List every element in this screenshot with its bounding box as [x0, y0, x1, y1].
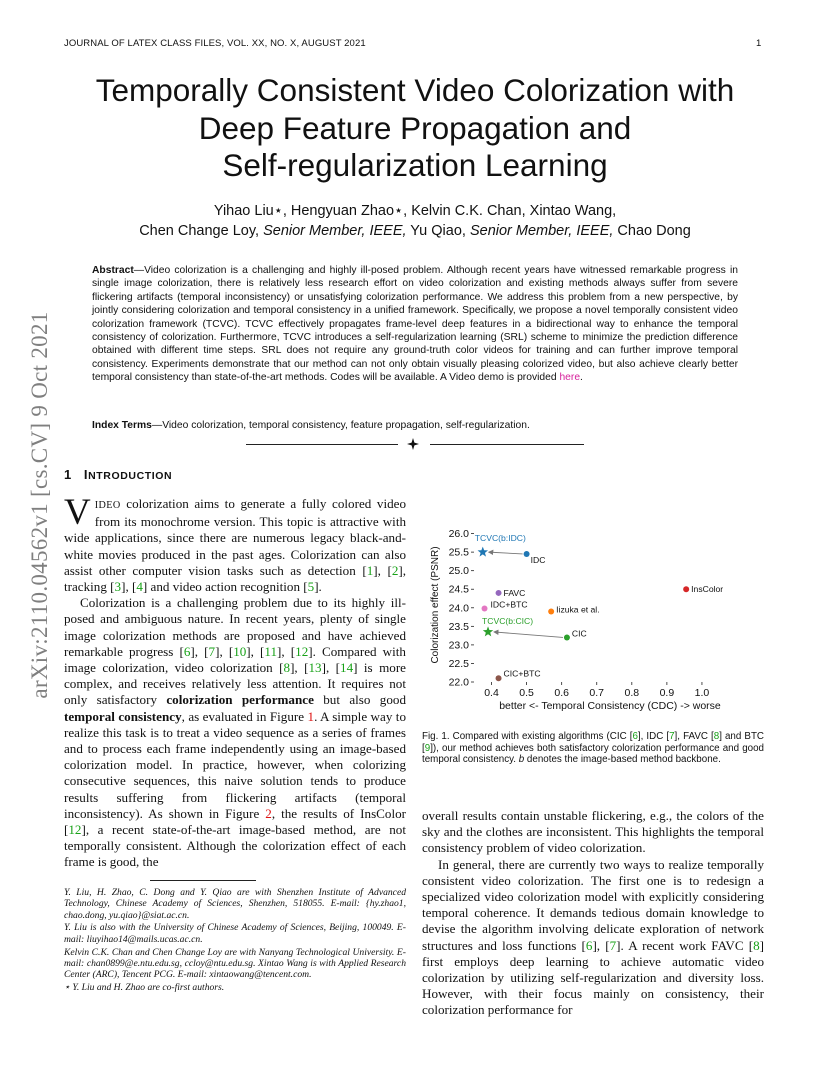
- paragraph-text: Colorization is a challenging problem due to its highly ill-posed and ambiguous nature. In recent years, plenty of single image colorization methods are proposed and have achieved remarkable progress [: [64, 595, 406, 659]
- paragraph-text: ], [: [321, 660, 341, 676]
- paragraph-text: ], [: [215, 643, 234, 659]
- authors-line-2: [40, 222, 790, 242]
- paragraph-text: ], a recent state-of-the-art image-based method, are not temporally consistent. Although the colorization effect of each frame is good, the: [64, 822, 406, 870]
- caption-text: denotes the image-based method backbone.: [524, 754, 721, 766]
- data-point: [496, 675, 502, 681]
- y-tick-label: 26.0: [448, 528, 469, 541]
- data-point: [482, 606, 488, 612]
- citation-link[interactable]: 13: [308, 660, 322, 676]
- title-line: Temporally Consistent Video Colorization with: [95, 72, 735, 108]
- footnote: ⋆ Y. Liu and H. Zhao are co-first authors.: [64, 982, 225, 994]
- paragraph-text: ], [: [277, 643, 296, 659]
- y-tick-label: 25.0: [448, 565, 469, 578]
- paragraph-text: , the results of InsColor [: [64, 805, 406, 838]
- section-separator: [246, 436, 584, 452]
- abstract-text: —Video colorization is a challenging and highly ill-posed problem. Although recent years have witnessed remarkable progress in single image colorization, there is relatively less research effort on video colorization and existing methods always suffer from severe flickering artifacts (temporal inconsistency) or unsatisfying colorization performance. We address this problem from a new perspective, by jointly considering colorization and temporal consistency in a unified framework. Specifically, we propose a novel temporally consistent video colorization framework (TCVC). TCVC effectively propagates frame-level deep features in a bidirectional way to enhance the temporal consistency of colorization. Furthermore, TCVC introduces a self-regularization learning (SRL) scheme to minimize the prediction difference obtained with different time steps. SRL does not require any ground-truth color videos for training and can further improve temporal consistency. Experiments demonstrate that our method can not only obtain visually pleasing colorized video, but also achieve clearly better temporal consistency than state-of-the-art methods. Codes will be available. A Video demo is provided: [92, 265, 738, 384]
- improvement-arrow: [489, 552, 523, 554]
- figure-link[interactable]: 2: [265, 805, 272, 821]
- citation-link[interactable]: 6: [585, 937, 593, 953]
- figure-link[interactable]: 1: [307, 708, 315, 724]
- citation-link[interactable]: 6: [183, 643, 191, 659]
- section-number: 1: [64, 467, 72, 482]
- data-point-star: [483, 626, 493, 636]
- citation-link[interactable]: 7: [669, 731, 675, 742]
- paragraph: overall results contain unstable flickering, e.g., the colors of the sky and the clothes are inconsistent. This highlights the temporal consistency problem of video colorization.: [422, 808, 764, 856]
- right-column: [422, 808, 764, 1019]
- citation-link[interactable]: 6: [632, 731, 638, 742]
- point-label: TCVC(b:CIC): [482, 615, 534, 626]
- running-header: JOURNAL OF LATEX CLASS FILES, VOL. XX, NO. X, AUGUST 2021: [64, 38, 366, 49]
- y-tick-label: 23.0: [448, 639, 469, 652]
- paragraph-text: In general, there are currently two ways to realize temporally consistent video colorization. The first one is to redesign a specialized video colorization model with explicitly considering temporal coherence. It demands tedious domain knowledge to devise the algorithm involving delicate exploration of network structures and loss functions [: [422, 856, 764, 953]
- index-terms: [92, 419, 738, 432]
- caption-text: ], FAVC [: [674, 731, 714, 742]
- citation-link[interactable]: 8: [283, 660, 291, 676]
- arxiv-sidebar: [14, 295, 66, 715]
- x-tick-label: 0.6: [554, 687, 569, 699]
- x-tick-label: 0.9: [659, 687, 675, 699]
- bold-term: colorization performance: [166, 692, 314, 708]
- intro-paragraph-2: [64, 595, 406, 870]
- section-title-initial: I: [83, 467, 89, 482]
- data-point: [548, 608, 554, 614]
- x-axis-label: better <- Temporal Consistency (CDC) -> worse: [499, 700, 721, 712]
- paragraph-text: ], [: [246, 643, 265, 659]
- data-point-star: [478, 547, 488, 557]
- section-title: NTRODUCTION: [88, 470, 173, 482]
- data-point: [564, 634, 570, 640]
- title-line: Self-regularization Learning: [222, 147, 608, 183]
- author-affiliation: Senior Member, IEEE,: [469, 222, 614, 239]
- paragraph-text: ] first employs deep learning to achieve automatic video colorization by utilizing self-regularization and diversity loss. However, with their focus mainly on consistency, their colorization performance for: [422, 937, 764, 1018]
- abstract: [92, 264, 738, 385]
- paragraph-text: colorization aims to generate a fully colored video from its monochrome version. This topic is attractive with wide applications, since there are numerous legacy black-and-white movies produced in the past ages. Colorization can also assist other computer vision tasks such as detection [: [64, 496, 406, 578]
- citation-link[interactable]: 2: [391, 562, 399, 578]
- point-label: IDC+BTC: [490, 599, 528, 610]
- scatter-chart: [422, 516, 764, 724]
- section-heading: [64, 467, 172, 482]
- point-label: Iizuka et al.: [556, 604, 600, 615]
- y-axis-label: Colorization effect (PSNR): [430, 546, 441, 664]
- bold-term: temporal consistency: [64, 708, 182, 724]
- x-tick-label: 0.5: [519, 687, 534, 699]
- paragraph-text: ]. Compared with image colorization, video colorization [: [64, 643, 406, 676]
- point-label: CIC+BTC: [503, 668, 541, 679]
- y-tick-label: 22.0: [448, 676, 469, 689]
- point-label: FAVC: [503, 587, 526, 598]
- index-terms-label: Index Terms: [92, 420, 152, 431]
- footnote: Kelvin C.K. Chan and Chen Change Loy are with Nanyang Technological University. E-mail: chan0899@e.ntu.edu.sg, ccloy@ntu.edu.sg. Xintao Wang is with Applied Research Center (ARC), Tencent PCG. E-mail: xintaowang@tencent.com.: [64, 946, 406, 981]
- citation-link[interactable]: 8: [753, 937, 760, 953]
- footnotes: [64, 887, 406, 995]
- citation-link[interactable]: 12: [68, 822, 82, 838]
- caption-text: ] and BTC [: [422, 731, 764, 754]
- arxiv-identifier: arXiv:2110.04562v1 [cs.CV] 9 Oct 2021: [27, 311, 52, 699]
- data-point: [524, 551, 530, 557]
- citation-link[interactable]: 5: [307, 579, 315, 595]
- paragraph-text: ] and video action recognition [: [142, 579, 308, 595]
- author-affiliation: Senior Member, IEEE,: [263, 222, 407, 239]
- x-tick-label: 0.8: [624, 687, 640, 699]
- footnote: Y. Liu is also with the University of Chinese Academy of Sciences, Beijing, 100049. E-mail: liuyihao14@mails.ucas.ac.cn.: [64, 922, 406, 945]
- citation-link[interactable]: 11: [264, 643, 278, 659]
- paragraph-text: , as evaluated in Figure: [181, 708, 308, 724]
- paragraph-text: ], [: [592, 937, 610, 953]
- paragraph-text: ].: [314, 579, 322, 595]
- diamond-icon: [407, 438, 419, 450]
- citation-link[interactable]: 4: [136, 579, 143, 595]
- citation-link[interactable]: 7: [609, 937, 617, 953]
- point-label: CIC: [571, 628, 587, 639]
- paragraph: [422, 857, 764, 1019]
- point-label: IDC: [530, 554, 546, 565]
- paper-title: [40, 72, 790, 185]
- figure-caption: [422, 731, 764, 766]
- y-tick-label: 22.5: [448, 657, 469, 670]
- paragraph-text: ], [: [373, 562, 392, 578]
- index-terms-text: —Video colorization, temporal consistency, feature propagation, self-regularization.: [151, 420, 530, 431]
- y-tick-label: 23.5: [448, 620, 469, 633]
- paragraph-text: ] is more complex, and receives relatively less attention. It requires not only satisfactory: [64, 660, 406, 708]
- author-name: Chao Dong: [613, 222, 691, 239]
- footnote-rule: [150, 880, 256, 881]
- intro-paragraph-1: [64, 492, 406, 595]
- figure-1: [422, 516, 764, 724]
- citation-link[interactable]: 14: [340, 660, 354, 676]
- citation-link[interactable]: 10: [233, 643, 247, 659]
- improvement-arrow: [494, 632, 563, 638]
- paragraph-text: ], [: [190, 643, 209, 659]
- citation-link[interactable]: 9: [424, 742, 431, 754]
- point-label: TCVC(b:IDC): [474, 533, 526, 544]
- caption-italic: b: [518, 754, 525, 766]
- x-tick-label: 0.4: [484, 687, 499, 699]
- title-line: Deep Feature Propagation and: [198, 109, 632, 146]
- citation-link[interactable]: 3: [114, 579, 122, 595]
- footnote: Y. Liu, H. Zhao, C. Dong and Y. Qiao are with Shenzhen Institute of Advanced Technology, Chinese Academy of Sciences, Shenzhen, 518055. E-mail: {hy.zhao1, chao.dong, yu.qiao}@siat.ac.cn.: [64, 887, 406, 921]
- x-tick-label: 1.0: [694, 687, 710, 699]
- paragraph-text: ], [: [290, 660, 309, 676]
- caption-text: ]), our method achieves both satisfactory colorization performance and good temporal consistency.: [422, 742, 764, 766]
- abstract-end: .: [580, 372, 583, 384]
- left-column: [64, 492, 406, 871]
- author-name: Yu Qiao,: [406, 222, 470, 239]
- y-tick-label: 24.5: [448, 583, 469, 596]
- citation-link[interactable]: 8: [713, 731, 720, 742]
- y-tick-label: 25.5: [448, 546, 469, 559]
- demo-link[interactable]: here: [559, 372, 581, 384]
- caption-text: ], IDC [: [637, 731, 670, 742]
- paragraph-text: but also good: [313, 692, 406, 708]
- abstract-label: Abstract: [92, 265, 134, 276]
- smallcaps-word: IDEO: [94, 500, 121, 511]
- citation-link[interactable]: 1: [366, 562, 374, 578]
- y-tick-label: 24.0: [448, 602, 469, 615]
- data-point: [683, 586, 689, 592]
- paragraph-text: ]. A recent work FAVC [: [616, 937, 754, 953]
- page-number: 1: [756, 38, 762, 49]
- author-list: [40, 202, 790, 241]
- drop-cap: V: [64, 492, 91, 533]
- citation-link[interactable]: 12: [295, 643, 309, 659]
- paragraph-text: ], [: [121, 579, 137, 595]
- authors-line-1: Yihao Liu⋆, Hengyuan Zhao⋆, Kelvin C.K. Chan, Xintao Wang,: [213, 203, 617, 219]
- x-tick-label: 0.7: [589, 687, 605, 699]
- author-name: Chen Change Loy,: [139, 222, 264, 239]
- data-point: [496, 590, 502, 596]
- paragraph-text: . A simple way to realize this task is to treat a video sequence as a series of frames and to process each frame independently using an image-based colorization model. In practice, however, when colorizing consecutive sequences, this naive solution tends to produce results suffering from flickering artifacts (temporal inconsistency). As shown in Figure: [64, 708, 406, 821]
- citation-link[interactable]: 7: [208, 643, 216, 659]
- caption-text: Fig. 1. Compared with existing algorithms (CIC [: [422, 731, 633, 742]
- point-label: InsColor: [691, 584, 724, 595]
- paragraph-text: ], tracking [: [64, 562, 406, 595]
